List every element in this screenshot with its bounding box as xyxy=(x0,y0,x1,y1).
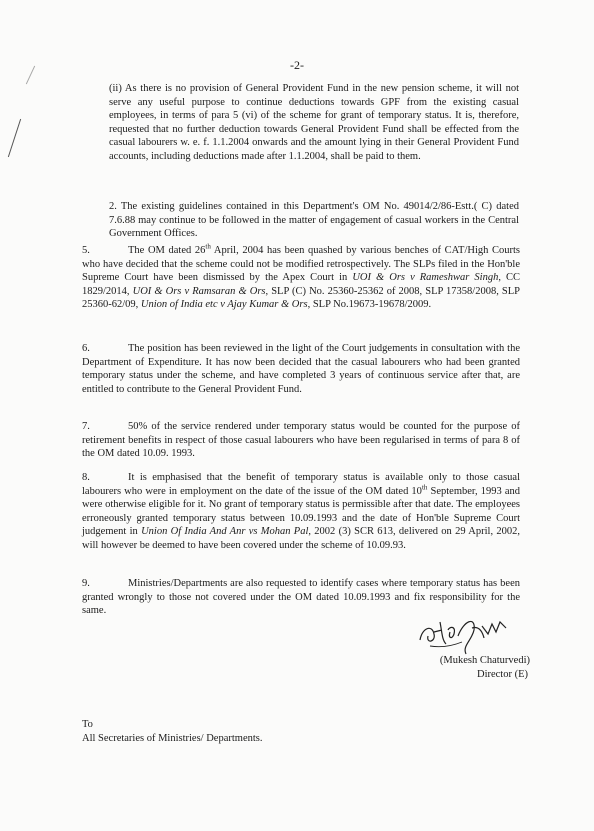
paragraph-number: 7. xyxy=(82,421,90,432)
sub-item-2: 2. The existing guidelines contained in this Department's OM No. 49014/2/86-Estt.( C) dated 7.6.88 may continue to be followed in the matter of engagement of casual workers in the Central Government Offices. xyxy=(109,201,519,240)
sub-item-ii: (ii) As there is no provision of General Provident Fund in the new pension scheme, it will not serve any useful purpose to continue deductions towards GPF from the existing casual employees, in terms of para 5 (vi) of the scheme for grant of temporary status. It is, therefore, requested that no further deduction towards General Provident Fund shall be effected from the casual labourers w. e. f. 1.1.2004 onwards and the amount lying in their General Provident Fund accounts, including deductions made after 1.1.2004, shall be paid to them. xyxy=(109,83,519,162)
signatory-name: (Mukesh Chaturvedi) xyxy=(439,655,530,666)
paragraph-number: 9. xyxy=(82,578,90,589)
paragraph-number: 8. xyxy=(82,472,90,483)
case-citation: Union of India etc v Ajay Kumar & Ors xyxy=(140,299,308,311)
paragraph-7: 7. 50% of the service rendered under temporary status would be counted for the purpose of retirement benefits in respect of those casual labourers who have been regularised in terms of para 8 of the OM dated 10.09. 1993. xyxy=(82,421,520,460)
address-recipient: All Secretaries of Ministries/ Departments. xyxy=(82,733,263,744)
case-citation: UOI & Ors v Rameshwar Singh xyxy=(352,272,499,284)
case-citation: Union Of India And Anr vs Mohan Pal xyxy=(141,526,309,538)
address-to: To xyxy=(82,719,93,730)
paragraph-number: 6. xyxy=(82,343,90,354)
paragraph-number: 5. xyxy=(82,245,90,256)
paragraph-8: 8. It is emphasised that the benefit of temporary status is available only to those casual labourers who were in employment on the date of the issue of the OM dated 10th September, 1993 and were otherwise eligible for it. No grant of temporary status is permissible after that date. The employees erroneously granted temporary status between 10.09.1993 and the date of Hon'ble Supreme Court judgement in Union Of India And Anr vs Mohan Pal, 2002 (3) SCR 613, delivered on 29 April, 2002, will however be deemed to have been covered under the scheme of 10.09.93. xyxy=(82,472,520,551)
paragraph-9: 9. Ministries/Departments are also requested to identify cases where temporary status has been granted wrongly to those not covered under the OM dated 10.09.1993 and fix responsibility for the same. xyxy=(82,578,520,617)
signatory-designation: Director (E) xyxy=(476,669,528,680)
paragraph-5: 5. The OM dated 26th April, 2004 has been quashed by various benches of CAT/High Courts who have decided that the scheme could not be modified retrospectively. The SLPs filed in the Hon'ble Supreme Court have been dismissed by the Apex Court in UOI & Ors v Rameshwar Singh, CC 1829/2014, UOI & Ors v Ramsaran & Ors, SLP (C) No. 25360-25362 of 2008, SLP 17358/2008, SLP 25360-62/09, Union of India etc v Ajay Kumar & Ors, SLP No.19673-19678/2009. xyxy=(82,242,521,311)
handwritten-signature xyxy=(412,610,522,656)
page-number: -2- xyxy=(290,58,304,72)
case-citation: UOI & Ors v Ramsaran & Ors xyxy=(132,285,266,297)
paragraph-6: 6. The position has been reviewed in the light of the Court judgements in consultation with the Department of Expenditure. It has now been decided that the casual labourers who had been granted temporary status under the scheme, and have completed 3 years of continuous service after that, are entitled to contribute to the General Provident Fund. xyxy=(82,343,520,395)
scan-mark xyxy=(8,119,21,157)
